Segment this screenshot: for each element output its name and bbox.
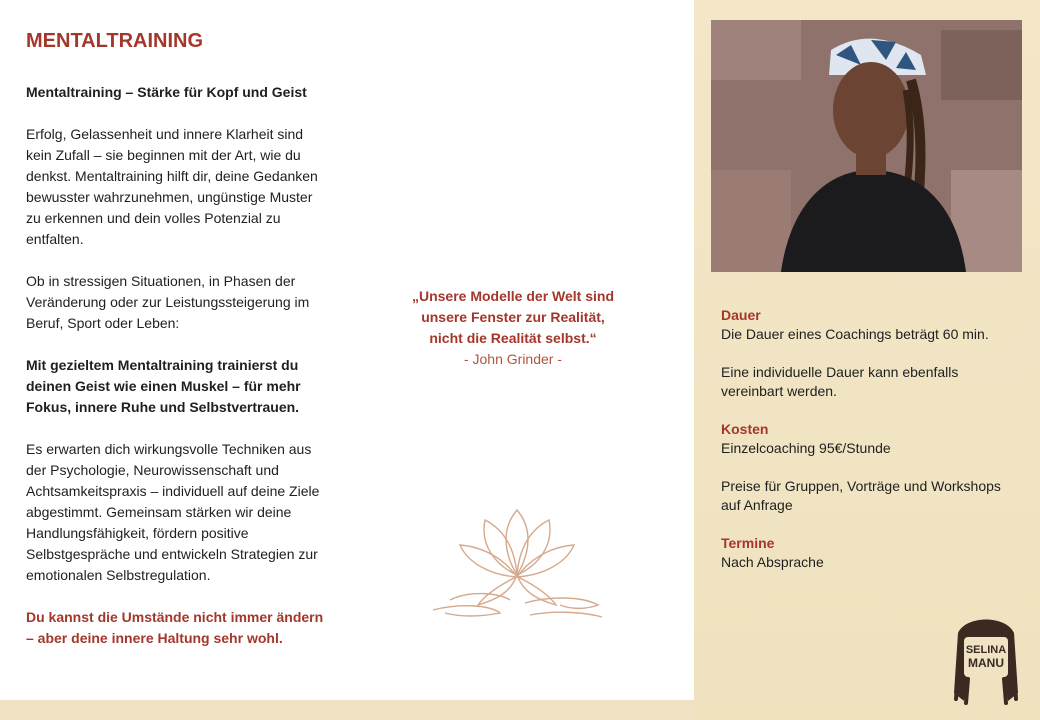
quote-author: - John Grinder - [463,351,563,367]
portrait-illustration [711,20,1022,272]
kosten-label: Kosten [721,421,769,437]
subtitle: Mentaltraining – Stärke für Kopf und Geist [26,84,307,100]
termine-label: Termine [721,535,775,551]
paragraph-highlight: Mit gezieltem Mentaltraining trainierst du deinen Geist wie einen Muskel – für mehr Fokus, innere Ruhe und Selbstvertrauen. [26,357,301,415]
quote-line-3: nicht die Realität selbst.“ [429,330,597,346]
logo-text-line-2: MANU [968,656,1004,670]
dauer-label: Dauer [721,307,761,323]
termine-text: Nach Absprache [721,554,824,570]
text-column [26,28,326,670]
dauer-text: Die Dauer eines Coachings beträgt 60 min. [721,326,989,342]
paragraph-techniques: Es erwarten dich wirkungsvolle Techniken aus der Psychologie, Neurowissenschaft und Achtsamkeitspraxis – individuell auf deine Ziele abgestimmt. Gemeinsam stärken wir deine Handlungsfähigkeit, fördern positive Selbstgespräche und entwickeln Strategien zur emotionalen Selbstregulation. [26,441,320,583]
quote-block [396,286,630,370]
bottom-strip [0,700,694,720]
kosten-note: Preise für Gruppen, Vorträge und Workshops auf Anfrage [721,478,1001,513]
paragraph-situations: Ob in stressigen Situationen, in Phasen der Veränderung oder zur Leistungssteigerung im Beruf, Sport oder Leben: [26,273,310,331]
dauer-note: Eine individuelle Dauer kann ebenfalls vereinbart werden. [721,364,959,399]
portrait-photo [711,20,1022,272]
paragraph-closing: Du kannst die Umstände nicht immer ändern – aber deine innere Haltung sehr wohl. [26,609,324,646]
kosten-text: Einzelcoaching 95€/Stunde [721,440,891,456]
brand-logo [946,613,1026,705]
quote-line-1: „Unsere Modelle der Welt sind [411,288,614,304]
paragraph-intro: Erfolg, Gelassenheit und innere Klarheit sind kein Zufall – sie beginnen mit der Art, wie du denkst. Mentaltraining hilft dir, deine Gedanken bewusster wahrzunehmen, ungünstige Muster zu erkennen und dein volles Potenzial zu entfalten. [26,126,318,247]
logo-text-line-1: SELINA [965,644,1007,656]
lotus-icon [430,505,605,625]
quote-line-2: unsere Fenster zur Realität, [421,309,605,325]
info-block [721,306,1021,572]
page-title: MENTALTRAINING [26,30,204,52]
